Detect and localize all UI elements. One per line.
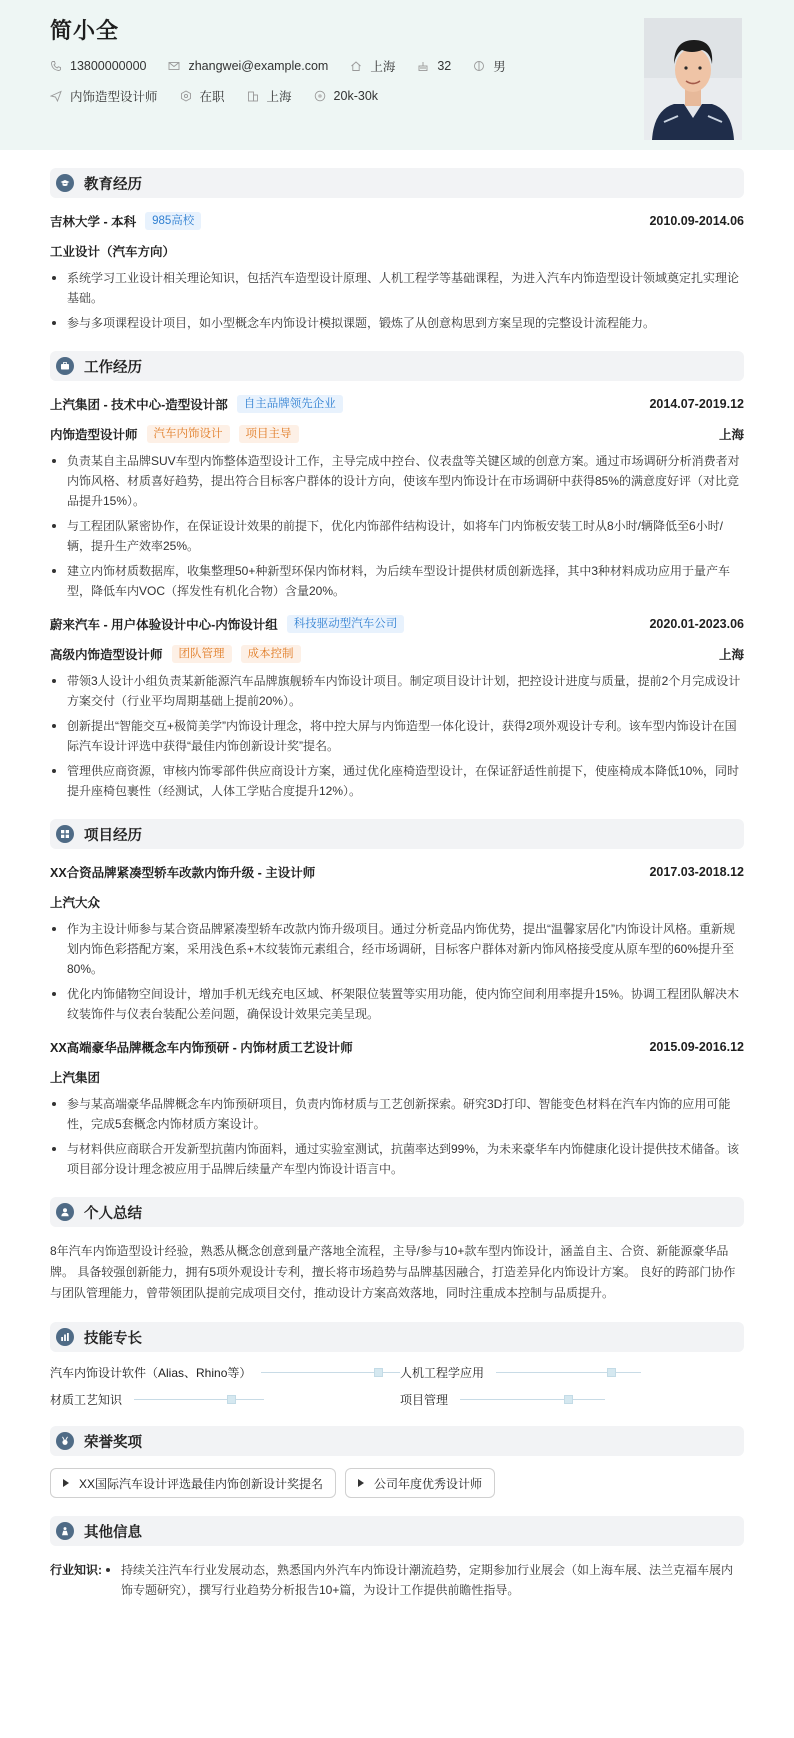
status-icon xyxy=(180,90,192,102)
profile-photo xyxy=(644,18,742,140)
list-item: 持续关注汽车行业发展动态，熟悉国内外汽车内饰设计潮流趋势，定期参加行业展会（如上海车展、法兰克福车展内饰专题研究），撰写行业趋势分析报告10+篇，为设计工作提供前瞻性指导。 xyxy=(104,1560,744,1600)
resume-header xyxy=(0,0,794,150)
skill-bar xyxy=(134,1399,264,1400)
education-section-header xyxy=(50,168,744,198)
position-info xyxy=(50,87,158,105)
skills-section-header xyxy=(50,1322,744,1352)
skill-item xyxy=(50,1391,400,1408)
other-section-title: 其他信息 xyxy=(84,1524,142,1541)
grid-icon xyxy=(56,825,74,843)
job-intent-row xyxy=(50,87,744,105)
company-name: 上汽集团 - 技术中心-造型设计部 xyxy=(50,398,228,412)
bar-chart-icon xyxy=(56,1328,74,1346)
skill-bar xyxy=(496,1372,641,1373)
position-text: 内饰造型设计师 xyxy=(70,90,158,104)
phone-icon xyxy=(50,60,62,72)
city-info xyxy=(350,57,395,75)
list-item: 负责某自主品牌SUV车型内饰整体造型设计工作，主导完成中控台、仪表盘等关键区域的创意方案。通过市场调研分析消费者对内饰风格、材质喜好趋势，提出符合目标客户群体的设计方向，使该车型内饰设计在市场调研中获得85%的满意度好评（对比竞品提升15%）。 xyxy=(50,451,744,511)
status-text: 在职 xyxy=(199,90,225,104)
resume-body xyxy=(0,168,794,1605)
summary-section-title: 个人总结 xyxy=(84,1205,142,1222)
summary-section-header xyxy=(50,1197,744,1227)
awards-section-header xyxy=(50,1426,744,1456)
other-info-bullets xyxy=(104,1560,744,1605)
project-entry xyxy=(50,1038,744,1179)
projects-section-title: 项目经历 xyxy=(84,827,142,844)
salary-icon xyxy=(314,90,326,102)
awards-section-title: 荣誉奖项 xyxy=(84,1434,142,1451)
skill-level-marker xyxy=(227,1395,236,1404)
project-name: XX高端豪华品牌概念车内饰预研 - 内饰材质工艺设计师 xyxy=(50,1041,353,1055)
list-item: 带领3人设计小组负责某新能源汽车品牌旗舰轿车内饰设计项目。制定项目设计计划，把控设计进度与质量，提前2个月完成设计方案交付（行业平均周期基础上提前20%）。 xyxy=(50,671,744,711)
play-icon xyxy=(63,1479,69,1487)
skill-item xyxy=(50,1364,400,1381)
work-date: 2020.01-2023.06 xyxy=(649,617,744,631)
list-item: 作为主设计师参与某合资品牌紧凑型轿车改款内饰升级项目。通过分析竞品内饰优势，提出“温馨家居化”内饰设计风格。重新规划内饰色彩搭配方案，采用浅色系+木纹装饰元素组合，经市场调研，目标客户群体对新内饰风格接受度从原车型的60%提升至80%。 xyxy=(50,919,744,979)
candidate-name: 简小全 xyxy=(50,18,120,43)
cake-icon xyxy=(417,60,429,72)
user-icon xyxy=(56,1203,74,1221)
education-date: 2010.09-2014.06 xyxy=(649,214,744,228)
send-icon xyxy=(50,90,62,102)
project-date: 2017.03-2018.12 xyxy=(649,865,744,879)
email-info xyxy=(168,59,328,73)
skill-name: 汽车内饰设计软件（Alias、Rhino等） xyxy=(50,1366,252,1380)
award-label: 公司年度优秀设计师 xyxy=(374,1476,483,1491)
other-info-row xyxy=(50,1560,744,1605)
project-name: XX合资品牌紧凑型轿车改款内饰升级 - 主设计师 xyxy=(50,866,316,880)
skills-section-title: 技能专长 xyxy=(84,1330,142,1347)
education-bullets xyxy=(50,268,744,333)
target-city-info xyxy=(247,87,292,105)
education-section-title: 教育经历 xyxy=(84,176,142,193)
work-section-title: 工作经历 xyxy=(84,359,142,376)
skill-name: 材质工艺知识 xyxy=(50,1393,123,1407)
salary-text: 20k-30k xyxy=(333,89,379,103)
gender-icon xyxy=(473,60,485,72)
medal-icon xyxy=(56,1432,74,1450)
target-city-text: 上海 xyxy=(266,90,292,104)
city-text: 上海 xyxy=(370,60,396,74)
award-label: XX国际汽车设计评选最佳内饰创新设计奖提名 xyxy=(79,1476,324,1491)
projects-section-header xyxy=(50,819,744,849)
list-item: 优化内饰储物空间设计，增加手机无线充电区域、杯架限位装置等实用功能，使内饰空间利用率提升15%。协调工程团队解决木纹装饰件与仪表台装配公差问题，确保设计效果完美呈现。 xyxy=(50,984,744,1024)
skill-bar xyxy=(261,1372,400,1373)
company-tag: 科技驱动型汽车公司 xyxy=(287,615,405,633)
work-section-header xyxy=(50,351,744,381)
building-icon xyxy=(247,90,259,102)
company-name: 蔚来汽车 - 用户体验设计中心-内饰设计组 xyxy=(50,618,278,632)
school-name: 吉林大学 - 本科 xyxy=(50,215,137,229)
job-location: 上海 xyxy=(718,428,744,442)
project-org: 上汽大众 xyxy=(50,896,101,910)
skill-level-marker xyxy=(607,1368,616,1377)
education-entry xyxy=(50,212,744,333)
list-item: 参与多项课程设计项目，如小型概念车内饰设计模拟课题，锻炼了从创意构思到方案呈现的完整设计流程能力。 xyxy=(50,313,744,333)
list-item: 与工程团队紧密协作，在保证设计效果的前提下，优化内饰部件结构设计，如将车门内饰板安装工时从8小时/辆降低至6小时/辆，提升生产效率25%。 xyxy=(50,516,744,556)
work-entry xyxy=(50,395,744,601)
list-item: 管理供应商资源，审核内饰零部件供应商设计方案，通过优化座椅造型设计，在保证舒适性前提下，使座椅成本降低10%，同时提升座椅包裹性（经测试，人体工学贴合度提升12%）。 xyxy=(50,761,744,801)
project-org: 上汽集团 xyxy=(50,1071,101,1085)
project-bullets xyxy=(50,919,744,1024)
list-item: 建立内饰材质数据库，收集整理50+种新型环保内饰材料，为后续车型设计提供材质创新选择，其中3种材料成功应用于量产车型，降低车内VOC（挥发性有机化合物）含量20%。 xyxy=(50,561,744,601)
status-info xyxy=(180,87,225,105)
project-date: 2015.09-2016.12 xyxy=(649,1040,744,1054)
awards-list xyxy=(50,1468,744,1498)
play-icon xyxy=(358,1479,364,1487)
phone-info xyxy=(50,59,146,73)
other-info-label: 行业知识: xyxy=(50,1563,102,1577)
skill-name: 人机工程学应用 xyxy=(400,1366,485,1380)
other-section-header xyxy=(50,1516,744,1546)
job-tag: 成本控制 xyxy=(241,645,301,663)
skills-grid xyxy=(50,1364,744,1408)
project-entry xyxy=(50,863,744,1024)
major-name: 工业设计（汽车方向） xyxy=(50,245,176,259)
phone-text: 13800000000 xyxy=(70,59,147,73)
email-icon xyxy=(168,60,180,72)
job-location: 上海 xyxy=(718,648,744,662)
award-item xyxy=(50,1468,336,1498)
skill-name: 项目管理 xyxy=(400,1393,449,1407)
work-entry xyxy=(50,615,744,801)
salary-info xyxy=(314,89,378,103)
project-bullets xyxy=(50,1094,744,1179)
work-date: 2014.07-2019.12 xyxy=(649,397,744,411)
skill-level-marker xyxy=(374,1368,383,1377)
job-tag: 项目主导 xyxy=(239,425,299,443)
list-item: 创新提出“智能交互+极简美学”内饰设计理念，将中控大屏与内饰造型一体化设计，获得2项外观设计专利。该车型内饰设计在国际汽车设计评选中获得“最佳内饰创新设计奖”提名。 xyxy=(50,716,744,756)
age-info xyxy=(417,59,451,73)
info-person-icon xyxy=(56,1522,74,1540)
gender-info xyxy=(473,57,506,75)
email-text: zhangwei@example.com xyxy=(188,59,329,73)
skill-item xyxy=(400,1364,740,1381)
work-bullets xyxy=(50,671,744,801)
list-item: 与材料供应商联合开发新型抗菌内饰面料，通过实验室测试，抗菌率达到99%，为未来豪华车内饰健康化设计提供技术储备。该项目部分设计理念被应用于品牌后续量产车型内饰设计语言中。 xyxy=(50,1139,744,1179)
company-tag: 自主品牌领先企业 xyxy=(237,395,343,413)
graduation-cap-icon xyxy=(56,174,74,192)
portrait-image xyxy=(644,18,742,140)
award-item xyxy=(345,1468,495,1498)
list-item: 参与某高端豪华品牌概念车内饰预研项目，负责内饰材质与工艺创新探索。研究3D打印、智能变色材料在汽车内饰的应用可能性，完成5套概念内饰材质方案设计。 xyxy=(50,1094,744,1134)
skill-bar xyxy=(460,1399,605,1400)
job-title: 高级内饰造型设计师 xyxy=(50,648,163,662)
school-tag: 985高校 xyxy=(145,212,201,230)
work-bullets xyxy=(50,451,744,601)
job-tag: 团队管理 xyxy=(172,645,232,663)
home-icon xyxy=(350,60,362,72)
gender-text: 男 xyxy=(493,60,506,74)
job-title: 内饰造型设计师 xyxy=(50,428,138,442)
age-text: 32 xyxy=(437,59,452,73)
skill-level-marker xyxy=(564,1395,573,1404)
skill-item xyxy=(400,1391,740,1408)
education-header-row xyxy=(50,212,744,230)
contact-row xyxy=(50,57,744,75)
job-tag: 汽车内饰设计 xyxy=(147,425,230,443)
list-item: 系统学习工业设计相关理论知识，包括汽车造型设计原理、人机工程学等基础课程，为进入汽车内饰造型设计领域奠定扎实理论基础。 xyxy=(50,268,744,308)
summary-text: 8年汽车内饰造型设计经验，熟悉从概念创意到量产落地全流程，主导/参与10+款车型内饰设计，涵盖自主、合资、新能源豪华品牌。 具备较强创新能力，拥有5项外观设计专利，擅长将市场趋势与品牌基因融合，打造差异化内饰设计方案。 良好的跨部门协作与团队管理能力，曾带领团队提前完成项目交付，推动设计方案高效落地，同时注重成本控制与品质提升。 xyxy=(50,1244,736,1300)
briefcase-icon xyxy=(56,357,74,375)
